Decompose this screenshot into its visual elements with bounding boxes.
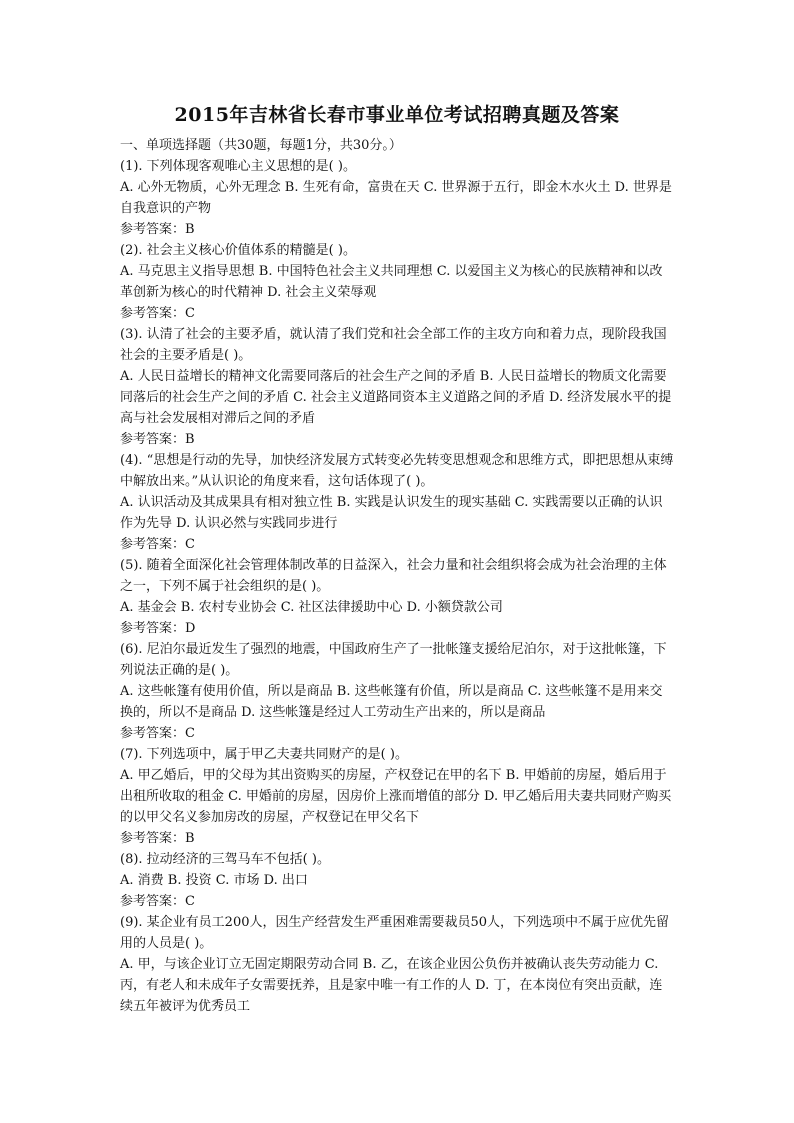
answer-prefix: 参考答案： [120,726,186,741]
answer-prefix: 参考答案： [120,621,186,636]
question-stem: (6). 尼泊尔最近发生了强烈的地震，中国政府生产了一批帐篷支援给尼泊尔，对于这批帐篷，下列说法正确的是( )。 [120,642,667,678]
document-title: 2015年吉林省长春市事业单位考试招聘真题及答案 [174,104,620,126]
question-options: A. 甲，与该企业订立无固定期限劳动合同 B. 乙，在该企业因公负伤并被确认丧失劳动能力 C. 丙，有老人和未成年子女需要抚养，且是家中唯一有工作的人 D. 丁，在本岗位有突出贡献，连续五年被评为优秀员工 [120,957,663,1014]
question-answer [120,723,674,744]
question-item [120,450,674,555]
answer-value: C [185,537,195,552]
question-answer [120,828,674,849]
question-options: A. 认识活动及其成果具有相对独立性 B. 实践是认识发生的现实基础 C. 实践需要以正确的认识作为先导 D. 认识必然与实践同步进行 [120,495,663,531]
question-answer [120,303,674,324]
question-options: A. 甲乙婚后，甲的父母为其出资购买的房屋，产权登记在甲的名下 B. 甲婚前的房屋，婚后用于出租所收取的租金 C. 甲婚前的房屋，因房价上涨而增值的部分 D. 甲乙婚后用夫妻共同财产购买的以甲父名义参加房改的房屋，产权登记在甲父名下 [120,768,672,825]
question-stem: (5). 随着全面深化社会管理体制改革的日益深入，社会力量和社会组织将会成为社会治理的主体之一，下列不属于社会组织的是( )。 [120,558,667,594]
answer-value: B [185,432,195,447]
question-options: A. 马克思主义指导思想 B. 中国特色社会主义共同理想 C. 以爱国主义为核心的民族精神和以改革创新为核心的时代精神 D. 社会主义荣辱观 [120,264,663,300]
answer-prefix: 参考答案： [120,222,186,237]
answer-value: C [185,894,195,909]
question-stem: (1). 下列体现客观唯心主义思想的是( )。 [120,159,356,174]
answer-value: C [185,306,195,321]
answer-value: B [185,222,195,237]
question-stem: (3). 认清了社会的主要矛盾，就认清了我们党和社会全部工作的主攻方向和着力点，现阶段我国社会的主要矛盾是( )。 [120,327,667,363]
question-stem: (4). “思想是行动的先导，加快经济发展方式转变必先转变思想观念和思维方式，即把思想从束缚中解放出来。”从认识论的角度来看，这句话体现了( )。 [120,453,674,489]
question-options: A. 心外无物质，心外无理念 B. 生死有命，富贵在天 C. 世界源于五行，即金木水火土 D. 世界是自我意识的产物 [120,180,672,216]
question-stem: (9). 某企业有员工200人，因生产经营发生严重困难需要裁员50人，下列选项中不属于应优先留用的人员是( )。 [120,915,670,951]
question-answer [120,429,674,450]
section-header: 一、单项选择题（共30题，每题1分，共30分。） [120,138,402,153]
answer-prefix: 参考答案： [120,894,186,909]
question-item [120,240,674,324]
answer-value: B [185,831,195,846]
answer-prefix: 参考答案： [120,306,186,321]
question-list [120,156,674,1017]
question-answer [120,618,674,639]
question-item [120,849,674,912]
question-answer [120,534,674,555]
answer-prefix: 参考答案： [120,537,186,552]
question-answer [120,219,674,240]
question-item [120,324,674,450]
question-item [120,156,674,240]
question-stem: (2). 社会主义核心价值体系的精髓是( )。 [120,243,356,258]
question-item [120,555,674,639]
answer-value: D [185,621,196,636]
question-stem: (8). 拉动经济的三驾马车不包括( )。 [120,852,330,867]
question-item [120,744,674,849]
question-options: A. 基金会 B. 农村专业协会 C. 社区法律援助中心 D. 小额贷款公司 [120,600,503,615]
question-options: A. 这些帐篷有使用价值，所以是商品 B. 这些帐篷有价值，所以是商品 C. 这些帐篷不是用来交换的，所以不是商品 D. 这些帐篷是经过人工劳动生产出来的，所以是商品 [120,684,663,720]
question-stem: (7). 下列选项中，属于甲乙夫妻共同财产的是( )。 [120,747,408,762]
answer-prefix: 参考答案： [120,432,186,447]
question-item [120,912,674,1017]
question-item [120,639,674,744]
question-options: A. 消费 B. 投资 C. 市场 D. 出口 [120,873,308,888]
answer-value: C [185,726,195,741]
question-options: A. 人民日益增长的精神文化需要同落后的社会生产之间的矛盾 B. 人民日益增长的物质文化需要同落后的社会生产之间的矛盾 C. 社会主义道路同资本主义道路之间的矛盾 D. 经济发展水平的提高与社会发展相对滞后之间的矛盾 [120,369,672,426]
answer-prefix: 参考答案： [120,831,186,846]
question-answer [120,891,674,912]
